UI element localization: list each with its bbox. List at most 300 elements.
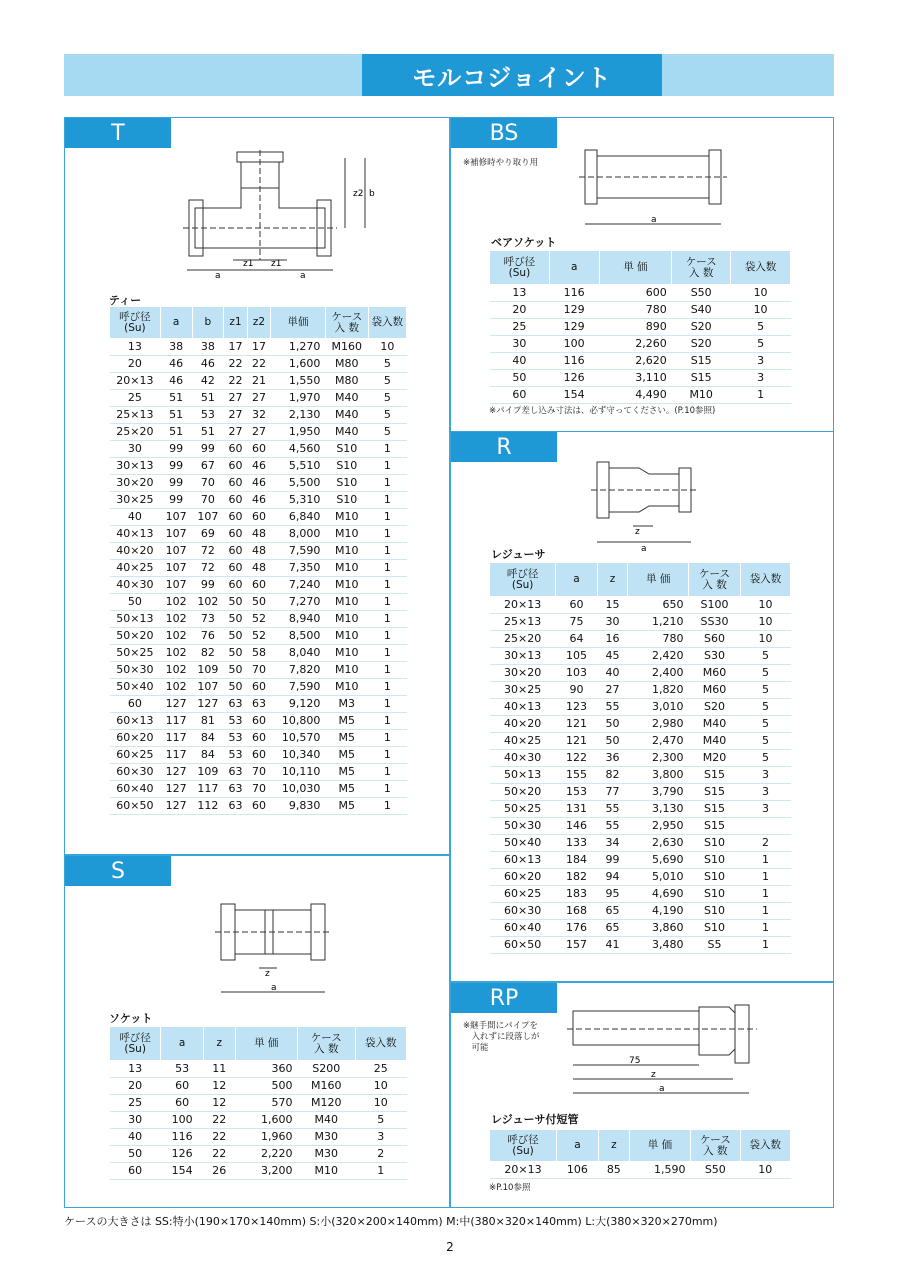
socket-table [109,1026,407,1180]
table-cell: 1 [368,509,406,526]
bs-dim-a: a [651,215,657,225]
table-cell: 60 [224,560,248,577]
table-cell: 7,590 [271,543,326,560]
table-cell: 1 [741,852,791,869]
s-col-header: 呼び径 (Su) [110,1027,161,1061]
table-cell: 50 [597,733,628,750]
table-cell: 60 [556,597,597,614]
table-cell: M10 [325,662,368,679]
table-cell: 17 [247,339,271,356]
table-row [490,682,791,699]
table-cell: 40 [110,1129,161,1146]
bs-col-header: 呼び径 (Su) [490,251,550,285]
table-cell: 102 [192,594,224,611]
table-row [490,302,791,319]
table-cell: 51 [160,407,192,424]
table-cell: 1,210 [628,614,689,631]
table-cell: 27 [224,390,248,407]
table-row [110,373,407,390]
table-cell: 70 [192,475,224,492]
table-cell: 60 [161,1078,204,1095]
table-cell: 30×20 [110,475,161,492]
page-number: 2 [446,1240,454,1254]
table-cell: 30 [110,1112,161,1129]
table-cell: 168 [556,903,597,920]
table-row [110,339,407,356]
table-cell: S15 [688,818,740,835]
table-row [110,1129,407,1146]
tag-bare-socket: BS [451,118,557,148]
table-cell: 53 [224,747,248,764]
table-cell: 60×50 [110,798,161,815]
table-cell: 40 [110,509,161,526]
table-row [110,492,407,509]
table-cell: 50 [224,611,248,628]
table-cell: 60 [247,509,271,526]
table-cell: M10 [325,543,368,560]
table-row [490,937,791,954]
table-cell: 3,130 [628,801,689,818]
table-cell: 3 [731,370,791,387]
bs-footnote: ※パイプ差し込み寸法は、必ず守ってください。(P.10参照) [489,406,716,416]
table-cell: 42 [192,373,224,390]
table-cell: 4,190 [628,903,689,920]
table-cell: 3,480 [628,937,689,954]
table-cell: 5,510 [271,458,326,475]
table-cell: S50 [672,285,731,302]
table-cell: 60 [224,492,248,509]
reducer-caption: レジューサ [491,548,546,561]
table-row [490,387,791,404]
table-cell: 60 [224,441,248,458]
table-cell: 82 [192,645,224,662]
table-row [490,767,791,784]
table-cell: 500 [235,1078,297,1095]
table-cell: 5,690 [628,852,689,869]
bs-caption: ベアソケット [491,236,557,249]
table-cell: 2,470 [628,733,689,750]
table-cell: 73 [192,611,224,628]
table-cell: 5 [731,319,791,336]
table-cell: 70 [192,492,224,509]
table-row [110,645,407,662]
bs-col-header: a [549,251,599,285]
table-cell: 107 [192,679,224,696]
table-cell: 46 [247,475,271,492]
table-cell: 85 [598,1162,629,1179]
table-row [110,458,407,475]
table-cell: 48 [247,560,271,577]
table-row [110,679,407,696]
table-row [110,441,407,458]
r-col-header: a [556,563,597,597]
case-size-footer: ケースの大きさは SS:特小(190×170×140mm) S:小(320×200×140mm) M:中(380×320×140mm) L:大(380×320×270mm) [64,1215,718,1228]
table-cell: 60 [224,526,248,543]
table-cell: 25×13 [110,407,161,424]
table-cell: 50 [597,716,628,733]
table-cell: M10 [672,387,731,404]
table-cell: 27 [224,407,248,424]
table-cell: 7,270 [271,594,326,611]
table-row [490,319,791,336]
rp-footnote: ※P.10参照 [489,1183,531,1193]
table-cell: 22 [224,373,248,390]
table-cell: 16 [597,631,628,648]
table-cell: 30 [597,614,628,631]
table-cell: 50×25 [490,801,556,818]
s-col-header: 単 価 [235,1027,297,1061]
table-cell: 5 [741,733,791,750]
bs-note: ※補修時やり取り用 [463,158,539,168]
table-cell: 38 [192,339,224,356]
table-cell: 30×20 [490,665,556,682]
table-cell: 60 [224,577,248,594]
table-cell: M120 [297,1095,355,1112]
table-row [490,733,791,750]
table-row [490,1162,791,1179]
table-cell: M10 [325,509,368,526]
table-row [110,475,407,492]
table-row [110,577,407,594]
table-cell: 9,120 [271,696,326,713]
table-cell: 146 [556,818,597,835]
table-row [490,852,791,869]
table-cell: 40×20 [110,543,161,560]
table-cell: 1 [368,798,406,815]
table-row [490,920,791,937]
tee-caption: ティー [109,294,142,307]
page-title: モルコジョイント [362,54,662,96]
table-cell: 2,400 [628,665,689,682]
table-cell: 1,970 [271,390,326,407]
table-cell: 122 [556,750,597,767]
table-cell: 8,040 [271,645,326,662]
table-cell: 60 [224,475,248,492]
table-cell: M30 [297,1146,355,1163]
table-cell: 3 [741,767,791,784]
table-row [110,1078,407,1095]
table-cell: 7,240 [271,577,326,594]
table-row [490,665,791,682]
table-cell: 32 [247,407,271,424]
table-cell: 100 [161,1112,204,1129]
table-cell: 2,420 [628,648,689,665]
table-cell: 40×25 [110,560,161,577]
table-cell: 107 [160,577,192,594]
table-cell: S15 [672,353,731,370]
table-cell: 99 [160,475,192,492]
table-cell: 131 [556,801,597,818]
tee-dim-z2: z2 [353,189,364,199]
table-cell: M40 [688,733,740,750]
rp-col-header: 単 価 [629,1130,690,1162]
table-cell: 25 [490,319,550,336]
table-cell: S10 [688,886,740,903]
table-cell: 107 [192,509,224,526]
table-cell: 1,270 [271,339,326,356]
table-cell: 133 [556,835,597,852]
table-cell: 36 [597,750,628,767]
table-cell: 40 [597,665,628,682]
table-cell: 153 [556,784,597,801]
reducer-pipe-diagram [567,1001,787,1101]
table-cell: 99 [160,441,192,458]
table-cell: S5 [688,937,740,954]
table-cell: 46 [247,492,271,509]
table-cell: 2 [355,1146,406,1163]
r-col-header: z [597,563,628,597]
table-row [490,699,791,716]
table-cell: 25×13 [490,614,556,631]
table-cell: 1 [368,526,406,543]
table-cell: 2,630 [628,835,689,852]
table-cell: 72 [192,560,224,577]
table-cell: 51 [160,390,192,407]
table-cell: 40×13 [110,526,161,543]
tag-tee: T [65,118,171,148]
table-cell: 4,690 [628,886,689,903]
bare-socket-diagram [579,144,729,234]
table-cell: 50 [224,628,248,645]
table-cell: 1 [368,594,406,611]
table-cell: 60×30 [110,764,161,781]
table-cell: 20 [110,1078,161,1095]
table-cell: 40×13 [490,699,556,716]
table-cell: 65 [597,903,628,920]
table-cell: 10 [731,302,791,319]
table-cell: 3,200 [235,1163,297,1180]
table-cell: 50 [110,594,161,611]
table-cell: S30 [688,648,740,665]
tee-dim-z1-right: z1 [271,259,282,269]
table-cell: 64 [556,631,597,648]
panel-socket [64,855,450,1208]
table-cell: 84 [192,747,224,764]
table-cell: 10 [355,1078,406,1095]
table-row [110,781,407,798]
table-cell: S20 [672,336,731,353]
table-cell: 60 [224,458,248,475]
table-cell: 27 [597,682,628,699]
table-cell: 2,620 [599,353,672,370]
table-cell: 60×30 [490,903,556,920]
table-cell: M80 [325,373,368,390]
table-cell: 52 [247,611,271,628]
table-cell: 52 [247,628,271,645]
table-cell: 30×25 [110,492,161,509]
table-cell: M5 [325,713,368,730]
table-cell: 2,950 [628,818,689,835]
table-cell: 25 [110,1095,161,1112]
table-cell: 5,010 [628,869,689,886]
tee-dim-a-right: a [300,271,306,281]
table-cell: 26 [203,1163,235,1180]
table-cell: 10 [731,285,791,302]
rp-dim-75: 75 [629,1056,641,1066]
table-row [490,631,791,648]
table-cell: 780 [599,302,672,319]
table-cell: 183 [556,886,597,903]
table-cell: M30 [297,1129,355,1146]
table-cell: 53 [224,713,248,730]
socket-caption: ソケット [109,1012,153,1025]
table-cell: 50×25 [110,645,161,662]
table-cell: 40×20 [490,716,556,733]
tag-reducer-pipe: RP [451,983,557,1013]
table-cell: M60 [688,682,740,699]
table-cell: 107 [160,560,192,577]
table-cell: S10 [325,492,368,509]
table-cell: 1,550 [271,373,326,390]
table-cell: 40×25 [490,733,556,750]
table-cell: 1 [355,1163,406,1180]
table-cell: 60×50 [490,937,556,954]
table-cell: 20×13 [490,1162,557,1179]
table-cell: 60 [247,798,271,815]
table-cell: M10 [325,628,368,645]
table-cell: 106 [556,1162,598,1179]
table-cell: M160 [325,339,368,356]
table-cell: 50×40 [110,679,161,696]
table-cell: S10 [688,852,740,869]
t-col-header: b [192,307,224,339]
table-cell: M40 [688,716,740,733]
table-cell: 3 [741,801,791,818]
table-cell: 20 [490,302,550,319]
table-cell: 20 [110,356,161,373]
s-col-header: ケース 入 数 [297,1027,355,1061]
table-cell: 11 [203,1061,235,1078]
table-cell: 53 [192,407,224,424]
table-row [490,336,791,353]
table-cell: 154 [161,1163,204,1180]
table-cell: 1 [741,869,791,886]
table-cell: S10 [688,835,740,852]
panel-reducer-pipe [450,982,834,1208]
panel-tee [64,117,450,855]
table-cell: 60 [247,679,271,696]
table-cell: 63 [224,764,248,781]
table-cell: 50 [247,594,271,611]
reducer-dim-z: z [635,527,640,537]
table-cell: 53 [224,730,248,747]
table-cell: 102 [160,628,192,645]
table-cell: 102 [160,594,192,611]
table-cell: 51 [192,390,224,407]
table-cell: 60 [247,441,271,458]
table-cell: 1 [368,662,406,679]
table-cell: 1,600 [235,1112,297,1129]
rp-col-header: ケース 入 数 [691,1130,741,1162]
table-cell: 60 [247,577,271,594]
table-cell: 9,830 [271,798,326,815]
table-cell: 27 [247,424,271,441]
table-cell: 30 [490,336,550,353]
table-cell: 34 [597,835,628,852]
table-cell: 10,570 [271,730,326,747]
table-cell: 50 [224,662,248,679]
table-cell: 107 [160,543,192,560]
table-row [490,818,791,835]
table-cell: 10 [741,597,791,614]
table-row [490,903,791,920]
table-cell: 5 [355,1112,406,1129]
table-row [490,784,791,801]
table-cell: 10,340 [271,747,326,764]
table-cell: 100 [549,336,599,353]
table-cell: 109 [192,764,224,781]
reducer-dim-a: a [641,544,647,554]
table-cell: 25 [110,390,161,407]
table-cell: S15 [688,801,740,818]
table-row [490,614,791,631]
table-cell: 8,940 [271,611,326,628]
table-cell: 184 [556,852,597,869]
table-cell: 4,490 [599,387,672,404]
table-cell: 1 [368,679,406,696]
table-cell: 1,950 [271,424,326,441]
table-cell: 99 [160,492,192,509]
r-col-header: 呼び径 (Su) [490,563,556,597]
table-cell: 10 [741,614,791,631]
table-cell: 38 [160,339,192,356]
table-cell: 3 [731,353,791,370]
table-row [110,424,407,441]
bs-col-header: 袋入数 [731,251,791,285]
table-cell: S50 [691,1162,741,1179]
r-col-header: 袋入数 [741,563,791,597]
table-cell: S10 [688,920,740,937]
table-cell: 30 [110,441,161,458]
table-cell: M40 [325,390,368,407]
t-col-header: 単価 [271,307,326,339]
table-cell: 22 [203,1129,235,1146]
table-row [110,407,407,424]
table-cell: M10 [325,679,368,696]
table-cell: 1 [368,713,406,730]
table-cell: 176 [556,920,597,937]
table-cell: 117 [160,730,192,747]
table-row [110,764,407,781]
table-row [110,390,407,407]
title-bar [64,54,834,96]
table-cell: 95 [597,886,628,903]
table-cell: M10 [325,577,368,594]
t-col-header: 袋入数 [368,307,406,339]
socket-dim-z: z [265,969,270,979]
table-cell: 127 [160,781,192,798]
table-cell: 21 [247,373,271,390]
table-cell: 3,010 [628,699,689,716]
tee-table [109,306,407,815]
table-cell: 154 [549,387,599,404]
tee-dim-a: a [215,271,221,281]
table-cell: M5 [325,764,368,781]
table-row [110,560,407,577]
table-cell: 1 [741,903,791,920]
table-cell: 25×20 [110,424,161,441]
table-cell: 99 [160,458,192,475]
table-cell: 121 [556,716,597,733]
table-cell: 8,500 [271,628,326,645]
bs-col-header: 単 価 [599,251,672,285]
table-cell: 22 [203,1112,235,1129]
table-cell: 40×30 [110,577,161,594]
table-cell: 60×40 [490,920,556,937]
table-cell: 127 [160,764,192,781]
table-cell: 129 [549,319,599,336]
table-row [110,526,407,543]
